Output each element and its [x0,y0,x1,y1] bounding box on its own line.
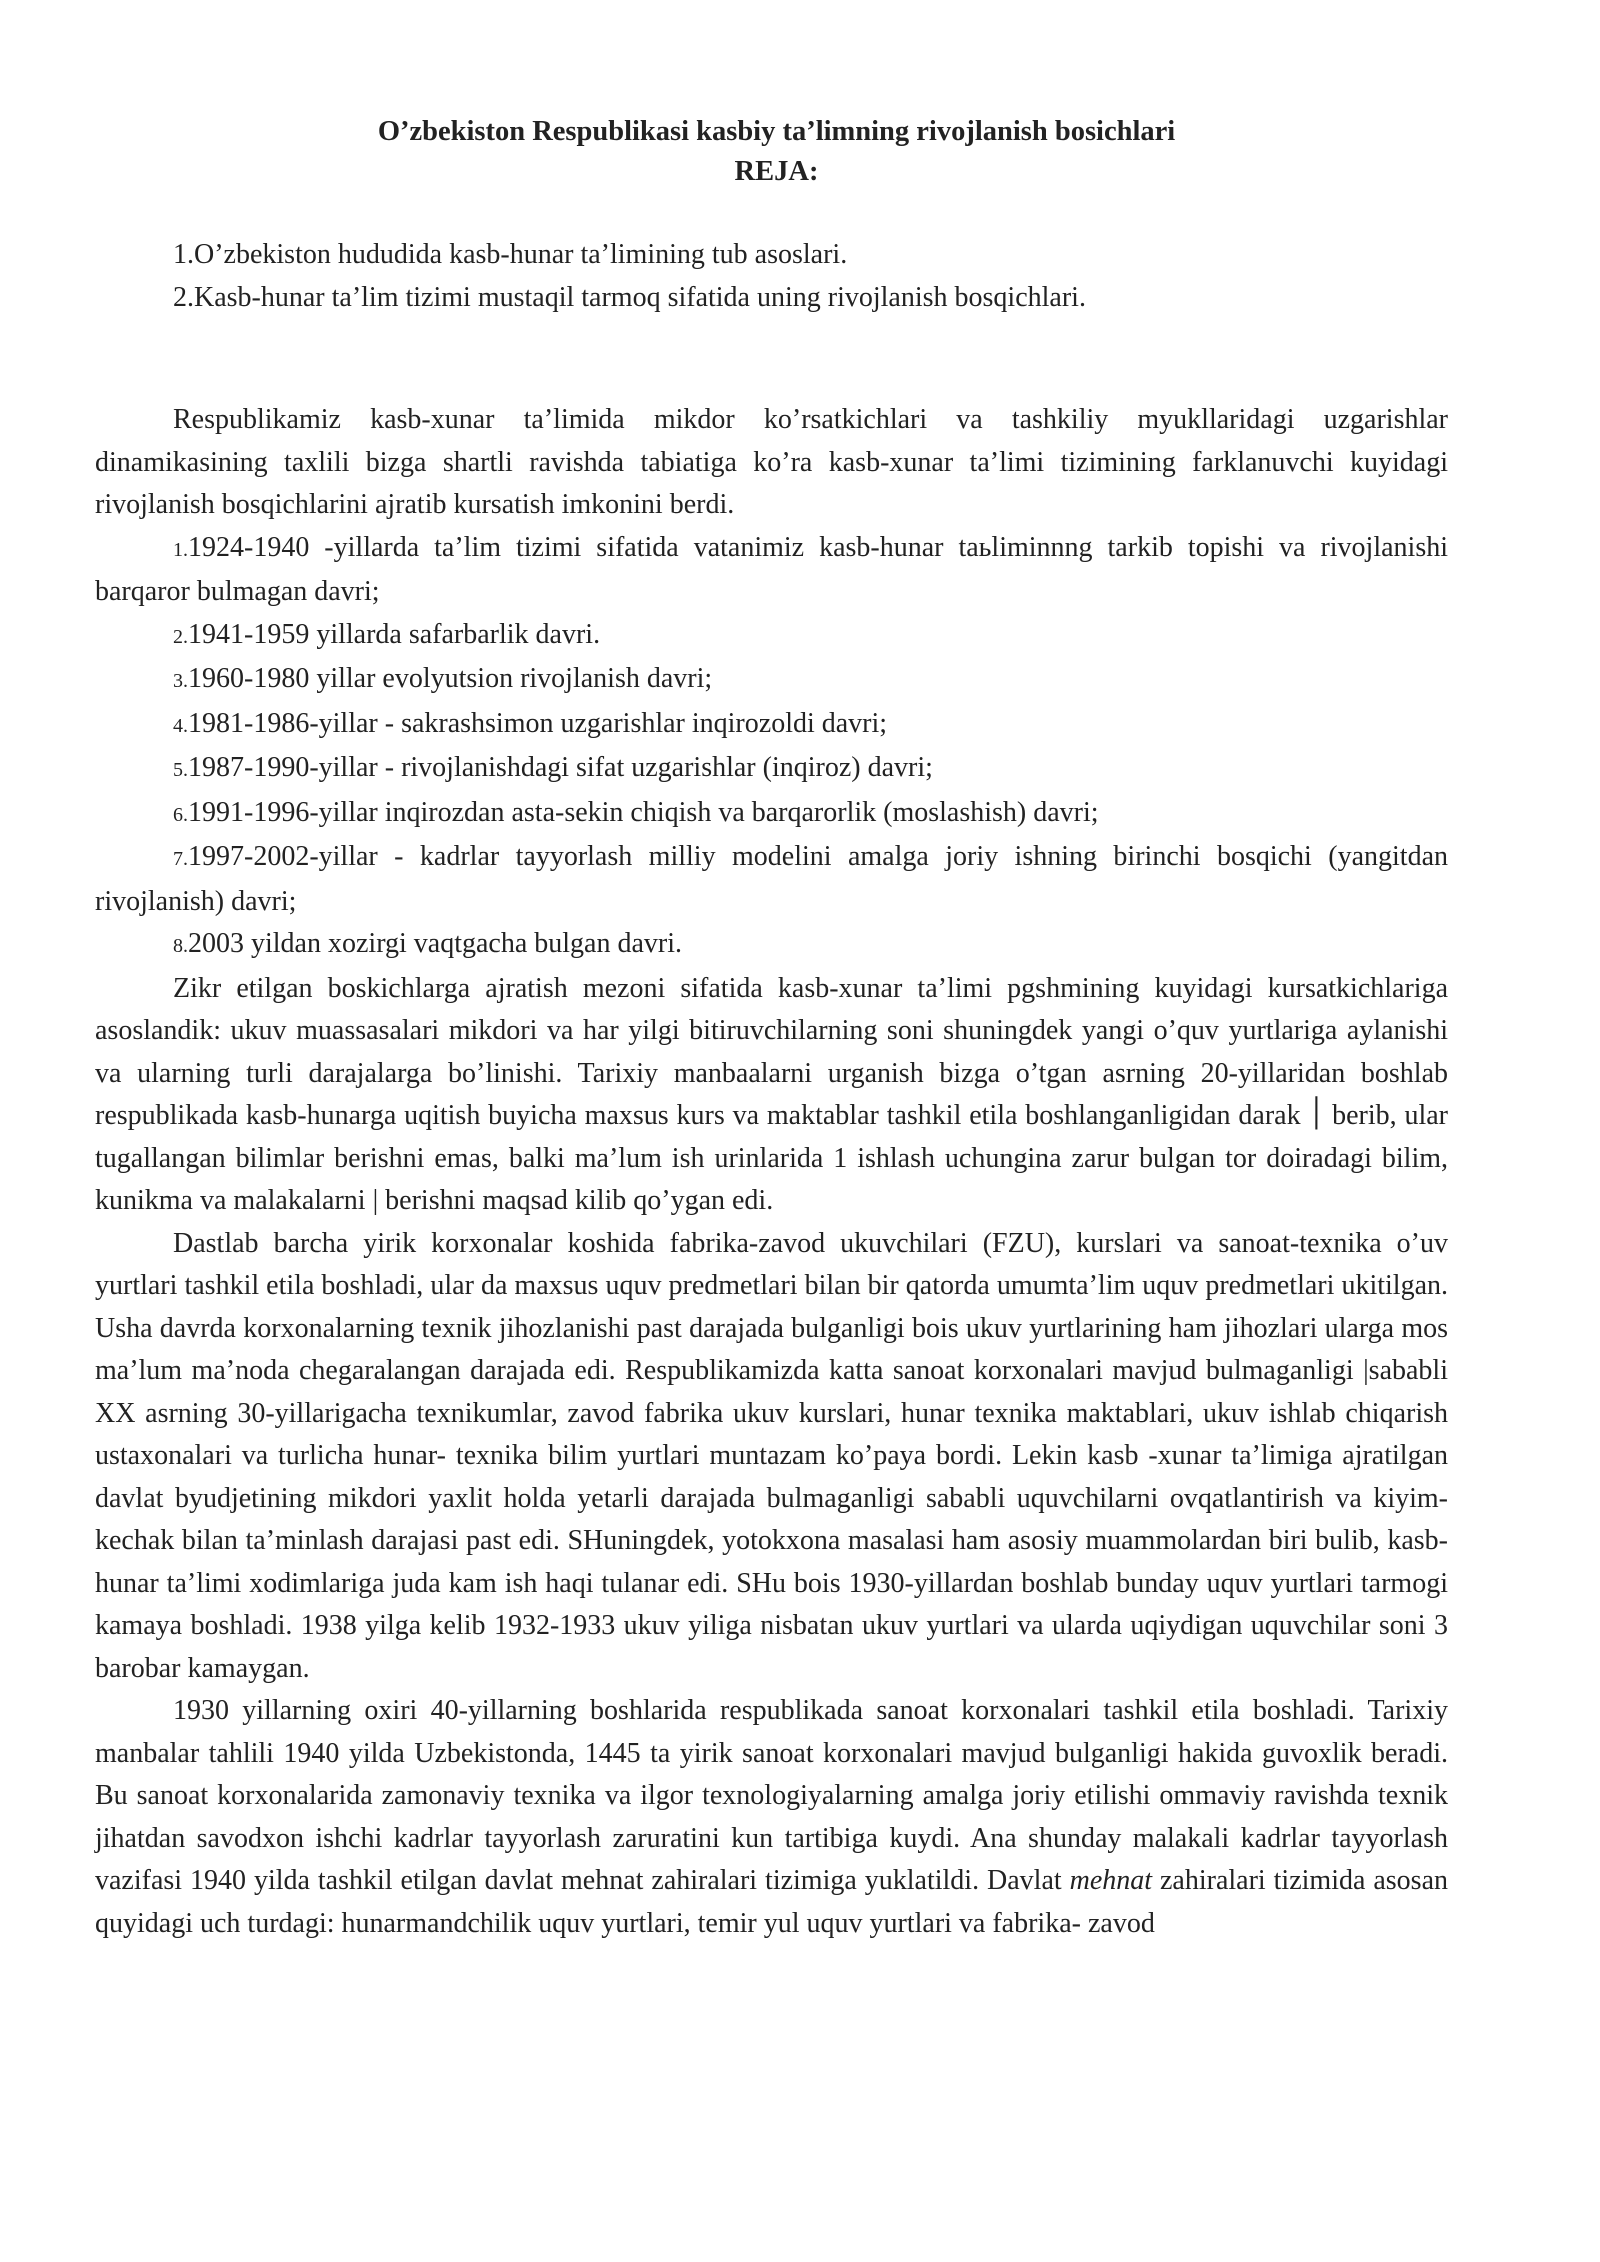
body-text [95,399,1448,1945]
body-paragraph: Dastlab barcha yirik korxonalar koshida fabrika-zavod ukuvchilari (FZU), kurslari va sanoat-texnika o’uv yurtlari tashkil etila boshladi, ular da maxsus uquv predmetlari bilan bir qatorda umumta’lim uquv predmetlari ukitilgan. Usha davrda korxonalarning texnik jihozlanishi past darajada bulganligi bois ukuv yurtlarining ham jihozlari ularga mos ma’lum ma’noda chegaralangan darajada edi. Respublikamizda katta sanoat korxonalari mavjud bulmaganligi |sababli XX asrning 30-yillarigacha texnikumlar, zavod fabrika ukuv kurslari, hunar texnika maktablari, ukuv ishlab chiqarish ustaxonalari va turlicha hunar- texnika bilim yurtlari muntazam ko’paya bordi. Lekin kasb -xunar ta’limiga ajratilgan davlat byudjetining mikdori yaxlit holda yetarli darajada bulmaganligi sababli uquvchilarni ovqatlantirish va kiyim-kechak bilan ta’minlash darajasi past edi. SHuningdek, yotokxona masalasi ham asosiy muammolardan biri bulib, kasb-hunar ta’limi xodimlariga juda kam ish haqi tulanar edi. SHu bois 1930-yillardan boshlab bunday uquv yurtlari tarmogi kamaya boshladi. 1938 yilga kelib 1932-1933 ukuv yiliga nisbatan ukuv yurtlari va ularda uqiydigan uquvchilar soni 3 barobar kamaygan. [95,1227,1448,1684]
period-number: 6. [173,803,188,826]
period-text: 1981-1986-yillar - sakrashsimon uzgarishlar inqirozoldi davri; [188,707,888,739]
period-number: 5. [173,759,188,781]
period-text: 1924-1940 -yillarda ta’lim tizimi sifatida vatanimiz kasb-hunar taьliminnng tarkib topishi va rivojlanishi barqaror bulmagan davri; [95,531,1448,607]
period-text: 1991-1996-yillar inqirozdan asta-sekin chiqish va barqarorlik (moslashish) davri; [188,796,1099,828]
period-item [95,527,1448,614]
paragraph-text: zahiralari tizimida asosan quyidagi uch turdagi: hunarmandchilik uquv yurtlari, temir yul uquv yurtlari va fabrika- zavod [95,1865,1448,1939]
period-number: 1. [173,538,188,561]
period-text: 2003 yildan xozirgi vaqtgacha bulgan davri. [188,928,683,959]
italic-word: mehnat [1069,1865,1153,1896]
period-text: 1987-1990-yillar - rivojlanishdagi sifat uzgarishlar (inqiroz) davri; [188,752,933,783]
period-item [95,614,1448,659]
plan-item: 1.O’zbekiston hududida kasb-hunar ta’limining tub asoslari. [173,239,848,270]
body-paragraph: Zikr etilgan boskichlarga ajratish mezoni sifatida kasb-xunar ta’limi pgshmining kuyidagi kursatkichlariga asoslandik: ukuv muassasalari mikdori va har yilgi bitiruvchilarning soni shuningdek yangi o’quv yurtlariga aylanishi va ularning turli darajalarga bo’linishi. Tarixiy manbaalarni urganish bizga o’tgan asrning 20-yillaridan boshlab respublikada kasb-hunarga uqitish buyicha maxsus kurs va maktablar tashkil etila boshlanganligidan darak ׀ berib, ular tugallangan bilimlar berishni emas, balki ma’lum ish urinlarida 1 ishlash uchungina zarur bulgan tor doiradagi bilim, kunikma va malakalarni | berishni maqsad kilib qo’ygan edi. [95,972,1448,1216]
intro-paragraph: Respublikamiz kasb-xunar ta’limida mikdor ko’rsatkichlari va tashkiliy myukllaridagi uzgarishlar dinamikasining taxlili bizga shartli ravishda tabiatiga ko’ra kasb-xunar ta’limi tizimining farklanuvchi kuyidagi rivojlanish bosqichlarini ajratib kursatish imkonini berdi. [95,404,1448,520]
document-title: O’zbekiston Respublikasi kasbiy ta’limning rivojlanish bosichlari [377,116,1176,147]
period-text: 1960-1980 yillar evolyutsion rivojlanish davri; [188,663,713,694]
period-text: 1997-2002-yillar - kadrlar tayyorlash milliy modelini amalga joriy ishning birinchi bosqichi (yangitdan rivojlanish) davri; [95,841,1448,917]
plan-heading: REJA: [734,156,819,187]
period-number: 8. [173,935,188,957]
period-number: 2. [173,625,188,648]
period-item [95,747,1448,792]
plan-item: 2.Kasb-hunar ta’lim tizimi mustaqil tarmoq sifatida uning rivojlanish bosqichlari. [173,281,1086,313]
period-item [95,703,1448,748]
period-item [95,792,1448,837]
period-number: 7. [173,848,188,870]
period-item [95,658,1448,703]
period-number: 4. [173,714,188,737]
plan-list [95,234,1448,319]
period-text: 1941-1959 yillarda safarbarlik davri. [188,618,601,650]
period-item [95,836,1448,923]
paragraph-text: 1930 yillarning oxiri 40-yillarning boshlarida respublikada sanoat korxonalari tashkil etila boshladi. Tarixiy manbalar tahlili 1940 yilda Uzbekistonda, 1445 ta yirik sanoat korxonalari mavjud bulganligi hakida guvoxlik beradi. Bu sanoat korxonalarida zamonaviy texnika va ilgor texnologiyalarning amalga joriy etilishi ommaviy ravishda texnik jihatdan savodxon ishchi kadrlar tayyorlash zaruratini kun tartibiga kuydi. Ana shunday malakali kadrlar tayyorlash vazifasi 1940 yilda tashkil etilgan davlat mehnat zahiralari tizimiga yuklatildi. Davlat [95,1695,1448,1896]
period-number: 3. [173,670,188,692]
body-paragraph [95,1690,1448,1945]
period-item [95,923,1448,968]
